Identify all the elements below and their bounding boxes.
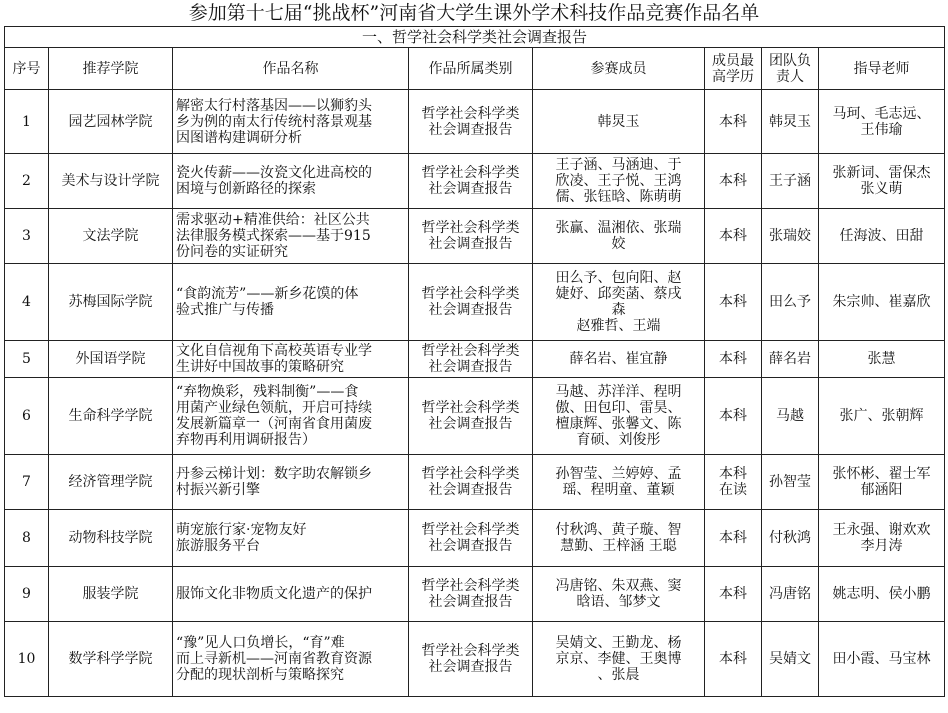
leader-cell: 付秋鸿 [762, 510, 819, 567]
degree-cell: 本科 [705, 510, 762, 567]
header-cell: 序号 [5, 48, 49, 90]
members-cell: 王子涵、马涵迪、于 欣凌、王子悦、王鸿 儒、张钰晗、陈萌萌 [533, 154, 705, 209]
degree-cell: 本科 [705, 154, 762, 209]
row-number: 3 [5, 209, 49, 264]
college-cell: 经济管理学院 [49, 455, 173, 510]
degree-cell: 本科 在读 [705, 455, 762, 510]
degree-cell: 本科 [705, 378, 762, 455]
advisors-cell: 姚志明、侯小鹏 [819, 567, 945, 622]
members-cell: 冯唐铭、朱双燕、窦 晗语、邹梦文 [533, 567, 705, 622]
row-number: 2 [5, 154, 49, 209]
work-title-cell: 服饰文化非物质文化遗产的保护 [173, 567, 409, 622]
degree-cell: 本科 [705, 209, 762, 264]
advisors-cell: 张慧 [819, 341, 945, 378]
category-cell: 哲学社会科学类 社会调查报告 [409, 622, 533, 697]
header-cell: 推荐学院 [49, 48, 173, 90]
row-number: 8 [5, 510, 49, 567]
college-cell: 服装学院 [49, 567, 173, 622]
work-title-cell: 萌宠旅行家·宠物友好 旅游服务平台 [173, 510, 409, 567]
leader-cell: 马越 [762, 378, 819, 455]
table-row [5, 567, 945, 622]
leader-cell: 张瑞姣 [762, 209, 819, 264]
advisors-cell: 任海波、田甜 [819, 209, 945, 264]
leader-cell: 王子涵 [762, 154, 819, 209]
advisors-cell: 马珂、毛志远、 王伟瑜 [819, 90, 945, 154]
work-title-cell: “食韵流芳”——新乡花馍的体 验式推广与传播 [173, 264, 409, 341]
work-title-cell: 文化自信视角下高校英语专业学 生讲好中国故事的策略研究 [173, 341, 409, 378]
header-cell: 作品名称 [173, 48, 409, 90]
members-cell: 付秋鸿、黄子璇、智 慧勤、王梓涵 王聪 [533, 510, 705, 567]
advisors-cell: 田小霞、马宝林 [819, 622, 945, 697]
college-cell: 苏梅国际学院 [49, 264, 173, 341]
row-number: 6 [5, 378, 49, 455]
members-cell: 韩炅玉 [533, 90, 705, 154]
category-cell: 哲学社会科学类 社会调查报告 [409, 510, 533, 567]
work-title-cell: 丹参云梯计划：数字助农解锁乡 村振兴新引擎 [173, 455, 409, 510]
degree-cell: 本科 [705, 622, 762, 697]
category-cell: 哲学社会科学类 社会调查报告 [409, 90, 533, 154]
work-title-cell: “豫”见人口负增长，“育”难 而上寻新机——河南省教育资源 分配的现状剖析与策略探究 [173, 622, 409, 697]
table-row [5, 510, 945, 567]
college-cell: 美术与设计学院 [49, 154, 173, 209]
college-cell: 动物科技学院 [49, 510, 173, 567]
members-cell: 田么予、包向阳、赵 婕妤、邱奕菡、蔡戌 森 赵雅哲、王端 [533, 264, 705, 341]
work-title-cell: 需求驱动+精准供给：社区公共 法律服务模式探索——基于915 份问卷的实证研究 [173, 209, 409, 264]
row-number: 1 [5, 90, 49, 154]
section-heading: 一、哲学社会科学类社会调查报告 [5, 27, 945, 48]
college-cell: 文法学院 [49, 209, 173, 264]
table-row [5, 154, 945, 209]
college-cell: 园艺园林学院 [49, 90, 173, 154]
advisors-cell: 王永强、谢欢欢 李月涛 [819, 510, 945, 567]
members-cell: 张赢、温湘依、张瑞 姣 [533, 209, 705, 264]
work-title-cell: 解密太行村落基因——以狮豹头 乡为例的南太行传统村落景观基 因图谱构建调研分析 [173, 90, 409, 154]
degree-cell: 本科 [705, 567, 762, 622]
table-row [5, 341, 945, 378]
leader-cell: 薛名岩 [762, 341, 819, 378]
degree-cell: 本科 [705, 341, 762, 378]
leader-cell: 田么予 [762, 264, 819, 341]
category-cell: 哲学社会科学类 社会调查报告 [409, 209, 533, 264]
work-title-cell: 瓷火传薪——汝瓷文化进高校的 困境与创新路径的探索 [173, 154, 409, 209]
header-cell: 成员最 高学历 [705, 48, 762, 90]
leader-cell: 韩炅玉 [762, 90, 819, 154]
header-cell: 团队负 责人 [762, 48, 819, 90]
college-cell: 数学科学学院 [49, 622, 173, 697]
table-row [5, 455, 945, 510]
row-number: 9 [5, 567, 49, 622]
leader-cell: 孙智莹 [762, 455, 819, 510]
category-cell: 哲学社会科学类 社会调查报告 [409, 154, 533, 209]
leader-cell: 吴婧文 [762, 622, 819, 697]
table-row [5, 90, 945, 154]
table-row [5, 622, 945, 697]
table-row [5, 378, 945, 455]
advisors-cell: 张广、张朝辉 [819, 378, 945, 455]
category-cell: 哲学社会科学类 社会调查报告 [409, 264, 533, 341]
members-cell: 吴婧文、王勤龙、杨 京京、李健、王奥博 、张晨 [533, 622, 705, 697]
members-cell: 薛名岩、崔宜静 [533, 341, 705, 378]
category-cell: 哲学社会科学类 社会调查报告 [409, 341, 533, 378]
row-number: 10 [5, 622, 49, 697]
college-cell: 生命科学学院 [49, 378, 173, 455]
advisors-cell: 张新词、雷保杰 张义萌 [819, 154, 945, 209]
category-cell: 哲学社会科学类 社会调查报告 [409, 455, 533, 510]
category-cell: 哲学社会科学类 社会调查报告 [409, 378, 533, 455]
header-row [5, 48, 945, 90]
header-cell: 参赛成员 [533, 48, 705, 90]
degree-cell: 本科 [705, 264, 762, 341]
degree-cell: 本科 [705, 90, 762, 154]
work-title-cell: “弃物焕彩，残料制衡”——食 用菌产业绿色领航，开启可持续 发展新篇章一（河南省食用菌废 弃物再利用调研报告） [173, 378, 409, 455]
entries-table [4, 26, 945, 697]
row-number: 7 [5, 455, 49, 510]
advisors-cell: 张怀彬、翟士军 郁涵阳 [819, 455, 945, 510]
row-number: 5 [5, 341, 49, 378]
members-cell: 孙智莹、兰婷婷、孟 瑶、程明童、董颖 [533, 455, 705, 510]
leader-cell: 冯唐铭 [762, 567, 819, 622]
page-title: 参加第十七届“挑战杯”河南省大学生课外学术科技作品竞赛作品名单 [188, 2, 760, 24]
table-row [5, 264, 945, 341]
members-cell: 马越、苏洋洋、程明 傲、田包印、雷昊、 檀康辉、张馨文、陈 育硕、刘俊彤 [533, 378, 705, 455]
header-cell: 指导老师 [819, 48, 945, 90]
section-heading-row [5, 27, 945, 48]
category-cell: 哲学社会科学类 社会调查报告 [409, 567, 533, 622]
row-number: 4 [5, 264, 49, 341]
college-cell: 外国语学院 [49, 341, 173, 378]
advisors-cell: 朱宗帅、崔嘉欣 [819, 264, 945, 341]
header-cell: 作品所属类别 [409, 48, 533, 90]
table-row [5, 209, 945, 264]
